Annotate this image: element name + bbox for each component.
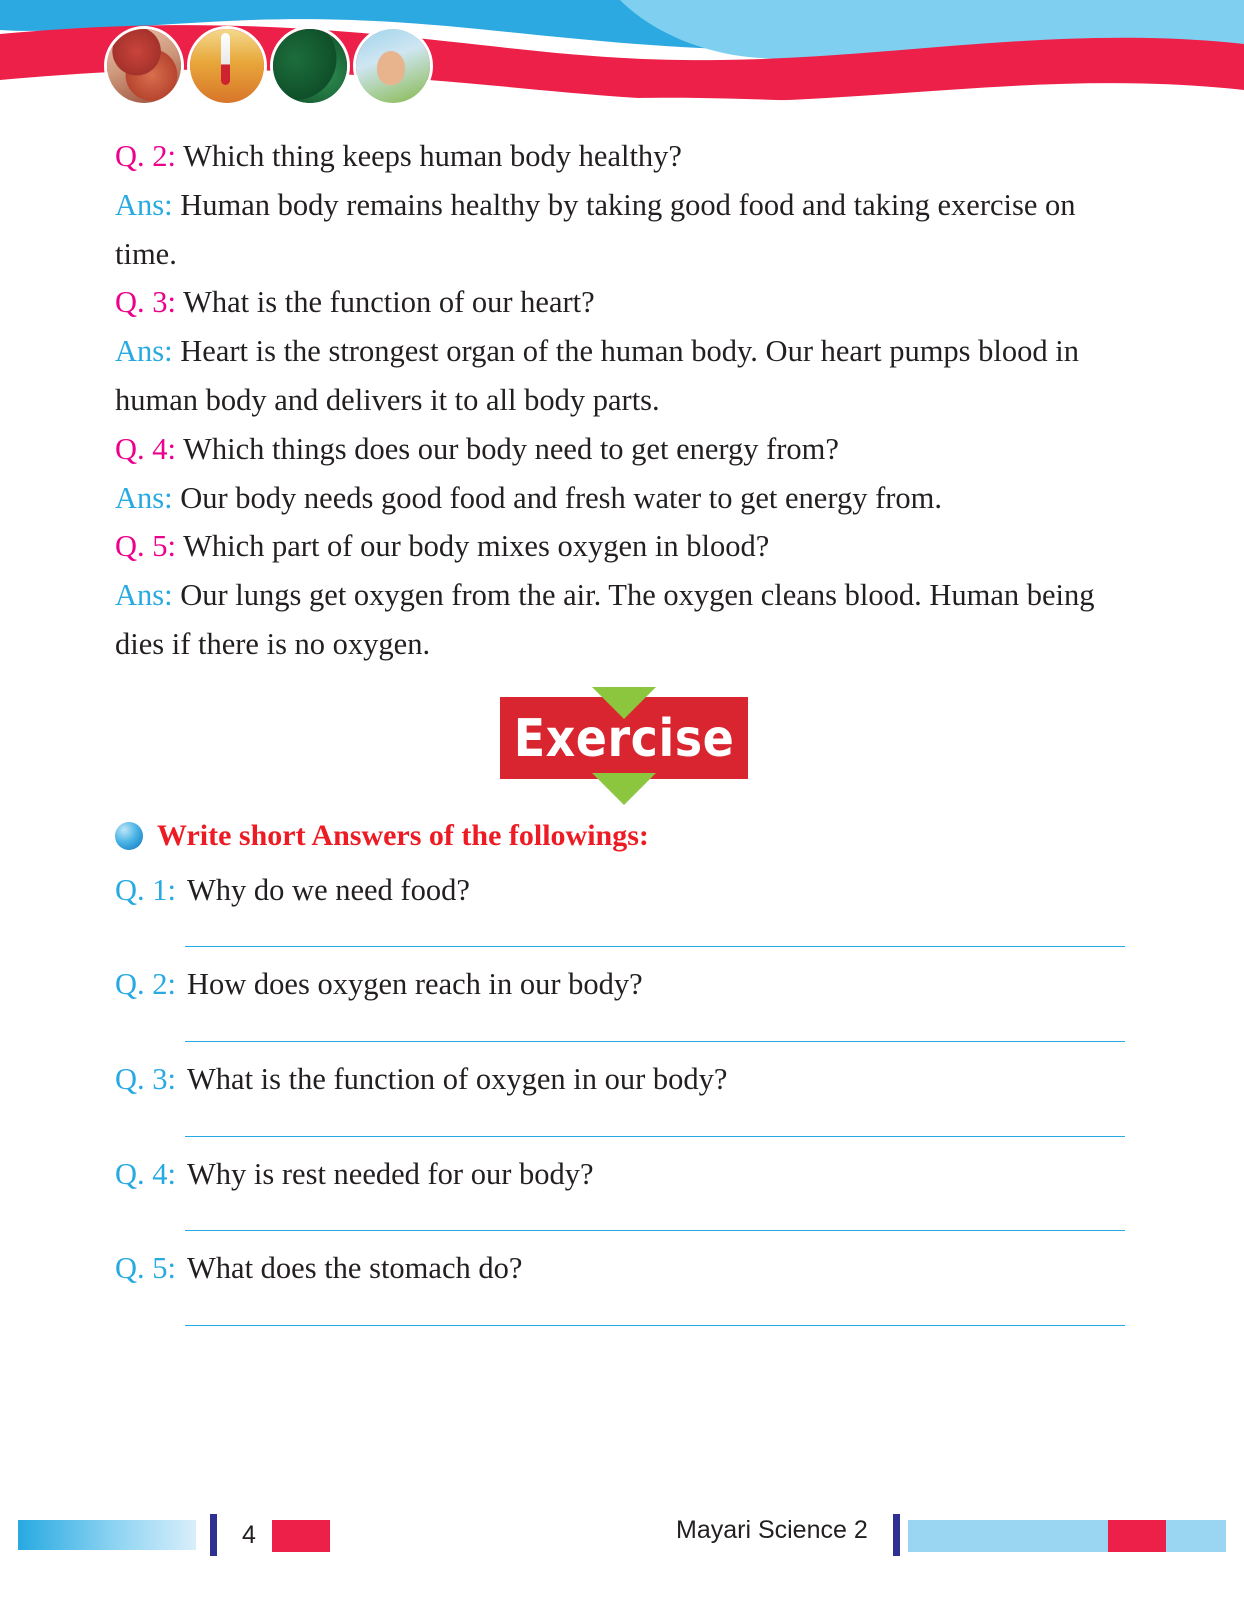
anatomy-thumbnail [104,26,184,106]
question-label: Q. 4: [115,431,176,466]
exercise-question-number: Q. 5: [115,1251,176,1286]
header-thumbnail-row [104,26,433,106]
exercise-question-number: Q. 2: [115,967,176,1002]
book-title: Mayari Science 2 [676,1516,868,1544]
qa-block [115,278,1135,327]
answer-label: Ans: [115,187,173,222]
footer-divider-right [893,1514,900,1556]
footer-blue-block-far-right [1166,1520,1226,1552]
exercise-question-text: How does oxygen reach in our body? [187,967,643,1002]
question-text: What is the function of our heart? [183,285,595,320]
page-header-banner [0,0,1244,130]
answer-text: Our body needs good food and fresh water to get energy from. [180,480,942,515]
arrow-down-icon-bottom [592,773,656,805]
exercise-question-number: Q. 4: [115,1156,176,1191]
arrow-down-icon-top [592,687,656,719]
exercise-question-text: What does the stomach do? [187,1251,523,1286]
qa-block [115,181,1135,279]
answer-line[interactable] [185,1041,1125,1042]
exercise-question [115,1155,1135,1195]
qa-block [115,425,1135,474]
exercise-badge-container [115,691,1135,819]
page-footer [0,1512,1244,1558]
answer-line[interactable] [185,1136,1125,1137]
child-flower-thumbnail [353,26,433,106]
exercise-heading [115,819,1135,853]
peacock-feather-thumbnail [270,26,350,106]
footer-pink-block-right [1108,1520,1166,1552]
qa-block [115,522,1135,571]
answer-line[interactable] [185,946,1125,947]
footer-pink-block-left [272,1520,330,1552]
question-text: Which part of our body mixes oxygen in blood? [183,529,770,564]
page-content [115,132,1135,1326]
footer-blue-block-right [908,1520,1108,1552]
thermometer-thumbnail [187,26,267,106]
exercise-heading-text: Write short Answers of the followings: [157,818,649,852]
answer-label: Ans: [115,578,173,613]
blue-ball-bullet-icon [115,822,143,850]
exercise-question-text: What is the function of oxygen in our body? [187,1062,728,1097]
question-label: Q. 5: [115,529,176,564]
qa-block [115,132,1135,181]
exercise-question [115,871,1135,911]
answer-label: Ans: [115,334,173,369]
exercise-question [115,965,1135,1005]
answer-text: Our lungs get oxygen from the air. The oxygen cleans blood. Human being dies if there is no oxygen. [115,578,1095,661]
question-label: Q. 3: [115,285,176,320]
footer-divider-left [210,1514,217,1556]
answer-text: Human body remains healthy by taking good food and taking exercise on time. [115,187,1076,271]
question-text: Which things does our body need to get energy from? [183,431,839,466]
question-label: Q. 2: [115,139,176,173]
exercise-question-text: Why do we need food? [187,872,470,907]
exercise-question-text: Why is rest needed for our body? [187,1156,594,1191]
exercise-question [115,1249,1135,1289]
qa-block [115,327,1135,425]
answer-line[interactable] [185,1325,1125,1326]
qa-block [115,571,1135,669]
exercise-question-number: Q. 3: [115,1062,176,1097]
answer-line[interactable] [185,1230,1125,1231]
page-number: 4 [242,1520,256,1549]
exercise-badge-label: Exercise [513,707,735,769]
answer-text: Heart is the strongest organ of the human body. Our heart pumps blood in human body and delivers it to all body parts. [115,334,1079,417]
question-text: Which thing keeps human body healthy? [183,139,682,173]
exercise-question-number: Q. 1: [115,872,176,907]
answer-label: Ans: [115,480,173,515]
exercise-question [115,1060,1135,1100]
footer-gradient-bar-left [18,1520,196,1550]
qa-block [115,474,1135,523]
